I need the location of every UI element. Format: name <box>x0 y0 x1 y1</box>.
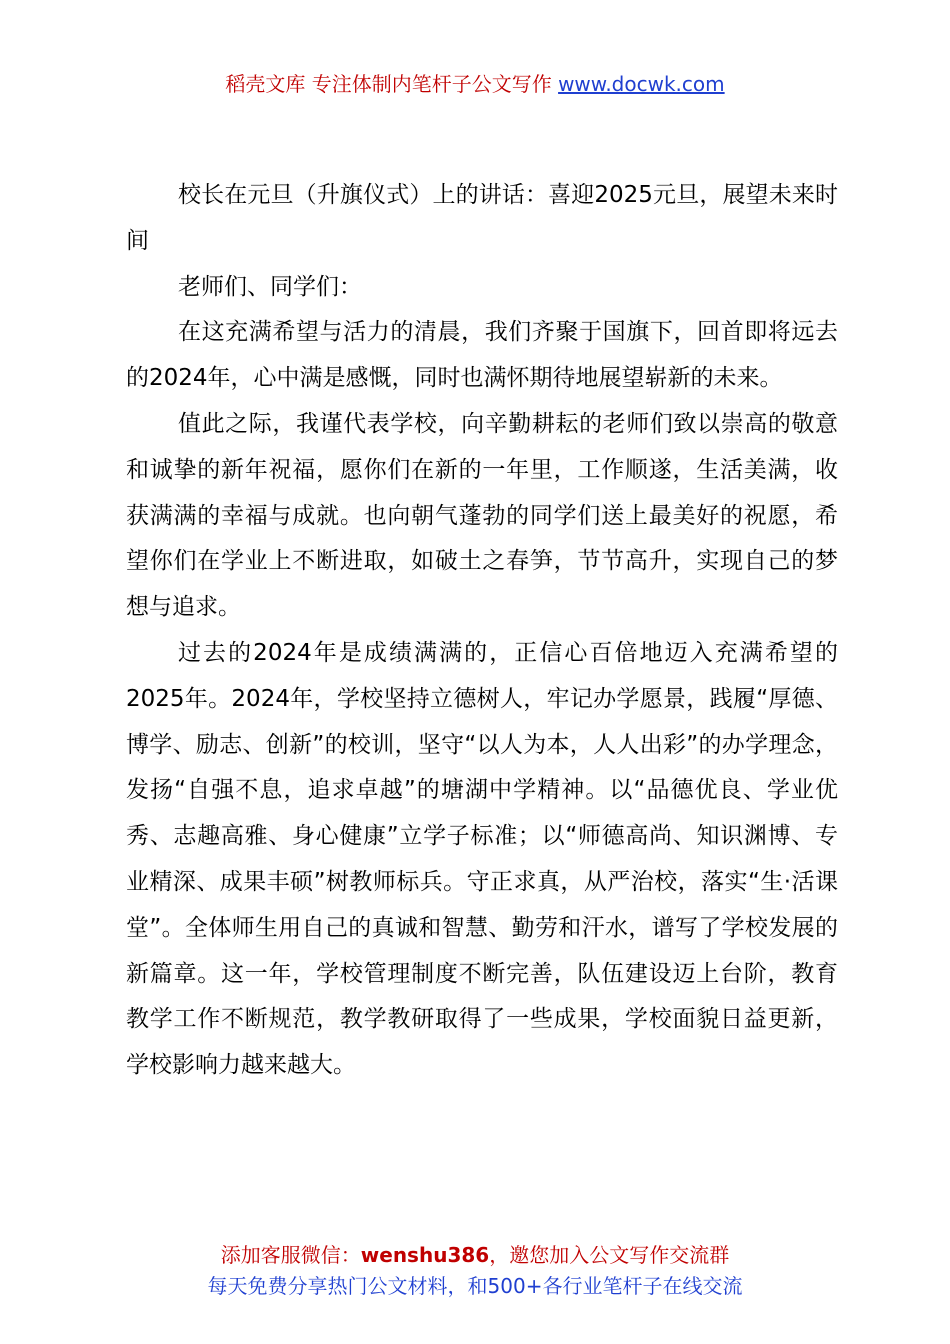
footer-wechat-prefix: 添加客服微信： <box>220 1243 361 1267</box>
footer-wechat-line <box>0 1240 950 1271</box>
body-paragraph: 在这充满希望与活力的清晨，我们齐聚于国旗下，回首即将远去的2024年，心中满是感慨，同时也满怀期待地展望崭新的未来。 <box>126 319 838 392</box>
header-slogan: 稻壳文库 专注体制内笔杆子公文写作 <box>225 72 559 96</box>
document-title: 校长在元旦（升旗仪式）上的讲话：喜迎2025元旦，展望未来时间 <box>126 182 838 254</box>
salutation: 老师们、同学们： <box>178 273 362 300</box>
footer-wechat-suffix: ，邀您加入公文写作交流群 <box>489 1243 730 1267</box>
header-banner <box>0 70 950 98</box>
document-body <box>126 173 838 1089</box>
footer-promo <box>0 1240 950 1302</box>
site-link[interactable]: www.docwk.com <box>558 72 725 96</box>
body-paragraph: 值此之际，我谨代表学校，向辛勤耕耘的老师们致以崇高的敬意和诚挚的新年祝福，愿你们在新的一年里，工作顺遂，生活美满，收获满满的幸福与成就。也向朝气蓬勃的同学们送上最美好的祝愿，希望你们在学业上不断进取，如破土之春笋，节节高升，实现自己的梦想与追求。 <box>126 410 838 621</box>
wechat-id: wenshu386 <box>360 1243 490 1267</box>
body-paragraph: 过去的2024年是成绩满满的，正信心百倍地迈入充满希望的2025年。2024年，学校坚持立德树人，牢记办学愿景，践履“厚德、博学、励志、创新”的校训，坚守“以人为本，人人出彩”的办学理念，发扬“自强不息，追求卓越”的塘湖中学精神。以“品德优良、学业优秀、志趣高雅、身心健康”立学子标准；以“师德高尚、知识渊博、专业精深、成果丰硕”树教师标兵。守正求真，从严治校，落实“生·活课堂”。全体师生用自己的真诚和智慧、勤劳和汗水，谱写了学校发展的新篇章。这一年，学校管理制度不断完善，队伍建设迈上台阶，教育教学工作不断规范，教学教研取得了一些成果，学校面貌日益更新，学校影响力越来越大。 <box>126 639 838 1079</box>
footer-share-line: 每天免费分享热门公文材料，和500+各行业笔杆子在线交流 <box>207 1274 743 1298</box>
